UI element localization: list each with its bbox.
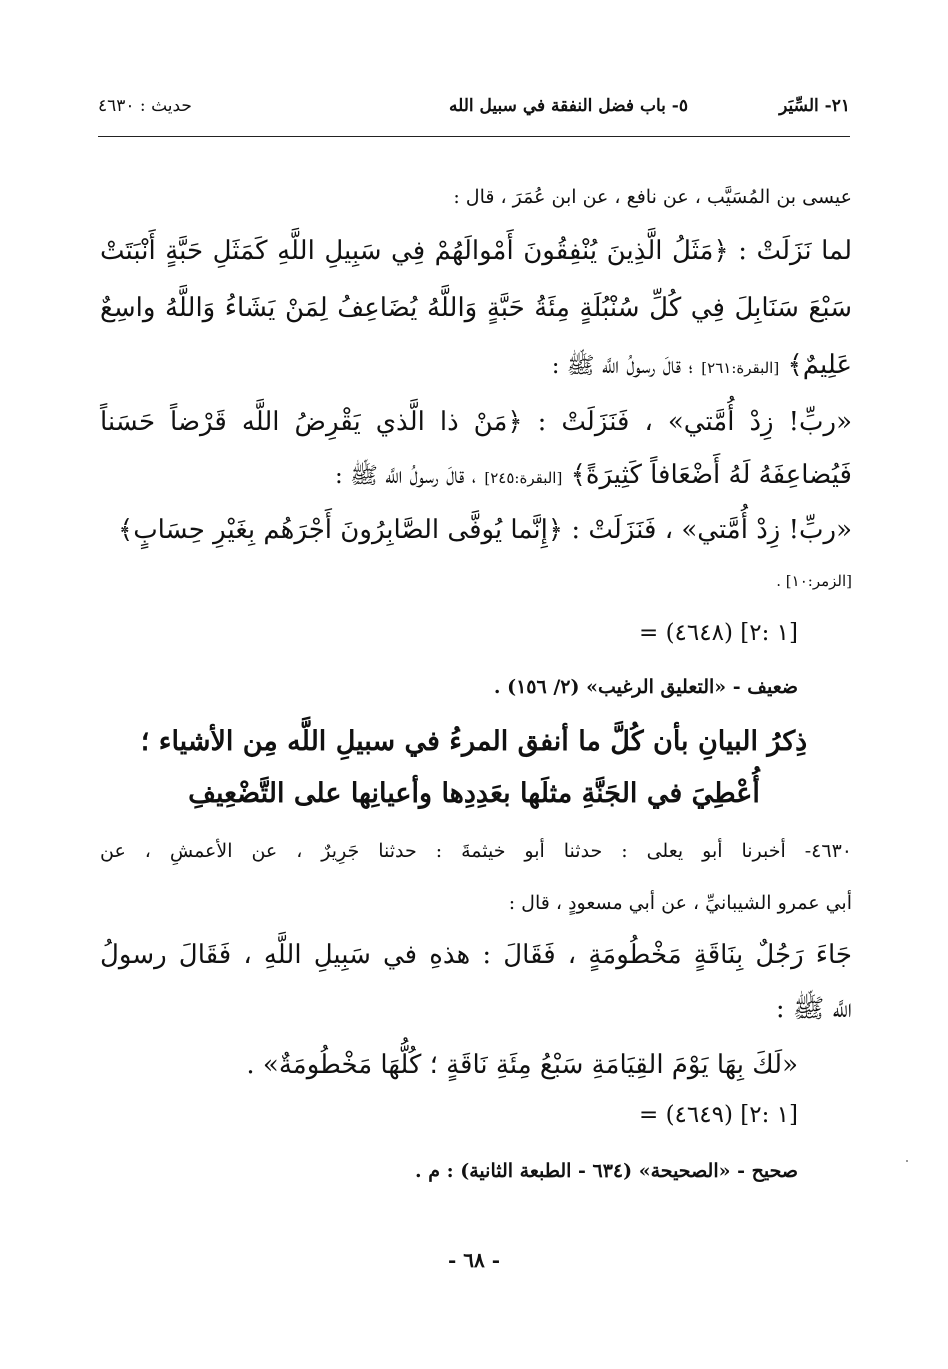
verse-citation: [البقرة:٢٦١] — [701, 359, 780, 377]
narration-text: ، قالَ رسولُ اللَّه ﷺ : — [335, 463, 477, 489]
cross-reference: = (٤٦٤٨) [١ :٢] — [638, 620, 798, 646]
narration-text: ؛ قالَ رسولُ اللَّه ﷺ : — [551, 353, 694, 379]
hadith-text-line — [335, 460, 852, 495]
cross-reference: = (٤٦٤٩) [١ :٢] — [638, 1102, 798, 1128]
hadith-text-line: اللَّه ﷺ : — [775, 994, 852, 1024]
chapter-heading: أُعْطِيَ في الجَنَّةِ مثلَها بعَدِدِها وأعيانِها على التَّضْعِيفِ — [188, 778, 760, 809]
chapter-heading: ذِكرُ البيانِ بأن كُلَّ ما أنفق المرءُ في سبيلِ اللَّه مِن الأشياء ؛ — [140, 726, 808, 757]
verse-end: عَلِيمٌ﴾ — [787, 350, 852, 380]
verse-citation-line — [776, 572, 852, 590]
prophetic-saying: «لَكَ بِهَا يَوْمَ القِيَامَةِ سَبْعُ مِئَةِ نَاقَةٍ ؛ كُلُّهَا مَخْطُومَةٌ» . — [246, 1050, 798, 1080]
full-stop: . — [776, 572, 781, 590]
hadith-text-line: «ربِّ! زِدْ أُمَّتي» ، فَنَزَلَتْ : ﴿إِنَّما يُوفَّى الصَّابِرُونَ أَجْرَهُم بِغَيْرِ حِسَابٍ﴾ — [117, 515, 852, 545]
isnad-line: عيسى بن المُسَيَّب ، عن نافع ، عن ابن عُمَرَ ، قال : — [453, 186, 852, 208]
isnad-line: أبي عمرو الشيبانيِّ ، عن أبي مسعودٍ ، قال : — [508, 892, 852, 914]
quran-verse-line: لما نَزَلَتْ : ﴿مَثَلُ الَّذِينَ يُنْفِقُونَ أَمْوالَهُمْ فِي سَبِيلِ اللَّهِ كَمَثَلِ حَبَّةٍ أَنْبَتَتْ — [100, 236, 852, 266]
section-title: ٥- باب فضل النفقة في سبيل الله — [448, 96, 688, 116]
hadith-text-line: جَاءَ رَجُلٌ بِنَاقَةٍ مَخْطُومَةٍ ، فَقَالَ : هذهِ في سَبِيلِ اللَّهِ ، فَقَالَ رسولُ — [100, 940, 852, 970]
print-speck — [906, 1160, 908, 1162]
chapter-title: ٢١- السِّيَر — [779, 96, 850, 116]
hadith-number: حديث : ٤٦٣٠ — [98, 96, 192, 116]
header-rule — [98, 136, 850, 137]
grading-note: صحيح - «الصحيحة» (٦٣٤ - الطبعة الثانية) : م . — [415, 1160, 798, 1182]
quran-verse-line: سَبْعَ سَنَابِلَ فِي كُلِّ سُنْبُلَةٍ مِئَةُ حَبَّةٍ وَاللَّهُ يُضَاعِفُ لِمَنْ يَشَاءُ وَاللَّهُ واسِعٌ — [100, 293, 852, 323]
verse-text: فَيُضاعِفَهُ لَهُ أَضْعَافاً كَثِيرَةً﴾ — [570, 460, 852, 490]
running-header — [98, 96, 850, 130]
verse-citation: [البقرة:٢٤٥] — [484, 469, 563, 487]
hadith-text-line: «ربِّ! زِدْ أُمَّتي» ، فَنَزَلَتْ : ﴿مَنْ ذا الَّذي يَقْرِضُ اللَّه قَرْضاً حَسَناً — [100, 407, 852, 437]
verse-citation: [الزمر:١٠] — [785, 572, 852, 590]
isnad-line: ٤٦٣٠- أخبرنا أبو يعلى : حدثنا أبو خيثمةَ : حدثنا جَرِيرٌ ، عن الأعمشِ ، عن — [100, 840, 852, 862]
hadith-text-line — [552, 350, 852, 385]
grading-note: ضعيف - «التعليق الرغيب» (٢/ ١٥٦) . — [493, 676, 798, 698]
page-number: - ٦٨ - — [447, 1248, 500, 1272]
